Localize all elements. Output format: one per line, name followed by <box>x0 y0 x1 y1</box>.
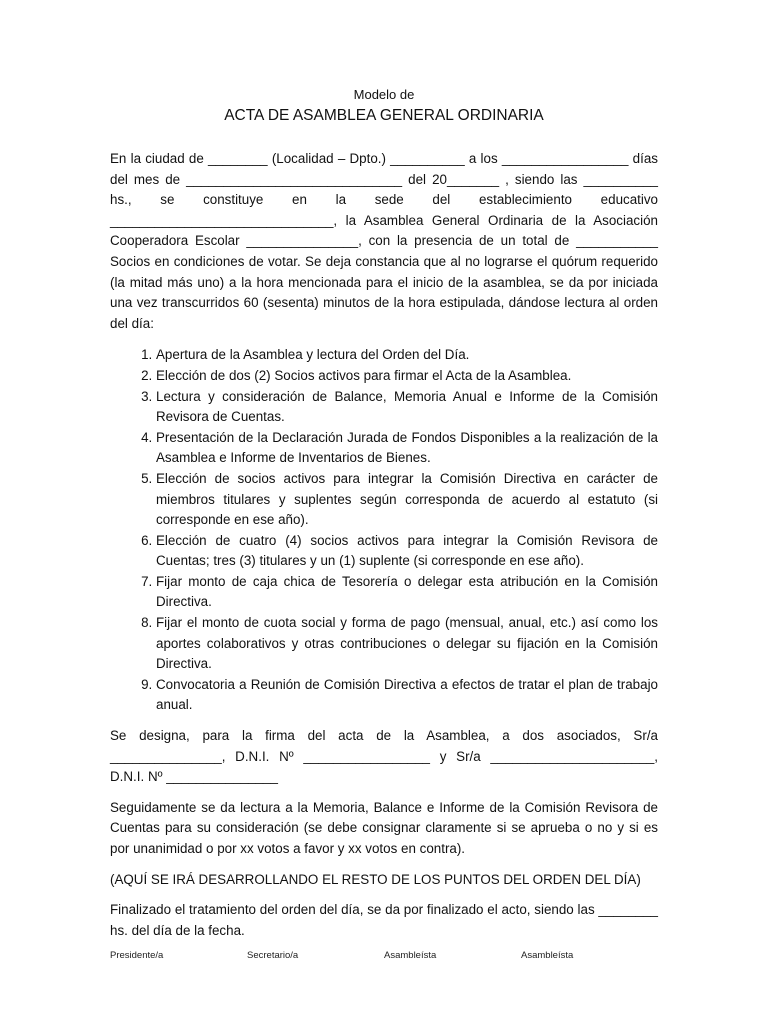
signature-label-assembly-member: Asambleísta <box>521 950 574 961</box>
agenda-item: 2. Elección de dos (2) Socios activos para firmar el Acta de la Asamblea. <box>156 366 658 387</box>
agenda-item: 8. Fijar el monto de cuota social y forma de pago (mensual, anual, etc.) así como los aportes colaborativos y otras contribuciones o delegar su fijación en la Comisión Directiva. <box>156 613 658 675</box>
reading-paragraph: Seguidamente se da lectura a la Memoria, Balance e Informe de la Comisión Revisora de Cuentas para su consideración (se debe consignar claramente si se aprueba o no y si es por unanimidad o por xx votos a favor y xx votos en contra). <box>110 799 658 856</box>
spacer <box>110 788 658 798</box>
agenda-item: 9. Convocatoria a Reunión de Comisión Directiva a efectos de tratar el plan de trabajo anual. <box>156 675 658 716</box>
signature-label-president: Presidente/a <box>110 950 164 961</box>
closing-paragraph: Finalizado el tratamiento del orden del día, se da por finalizado el acto, siendo las ________ hs. del día de la fecha. <box>110 902 658 938</box>
agenda-item: 1. Apertura de la Asamblea y lectura del Orden del Día. <box>156 345 658 366</box>
agenda-item: 7. Fijar monto de caja chica de Tesorería o delegar esta atribución en la Comisión Directiva. <box>156 572 658 613</box>
agenda-item: 6. Elección de cuatro (4) socios activos para integrar la Comisión Revisora de Cuentas; tres (3) titulares y un (1) suplente (si corresponde en ese año). <box>156 531 658 572</box>
signature-row <box>110 950 658 961</box>
designation-paragraph: Se designa, para la firma del acta de la Asamblea, a dos asociados, Sr/a _______________, D.N.I. Nº _________________ y Sr/a ______________________, D.N.I. Nº _______________ <box>110 728 658 785</box>
spacer <box>110 890 658 900</box>
document-subtitle: Modelo de <box>353 87 415 102</box>
agenda-list <box>110 345 658 716</box>
agenda-item: 5. Elección de socios activos para integrar la Comisión Directiva en carácter de miembros titulares y suplentes según corresponda de acuerdo al estatuto (si corresponde en ese año). <box>156 469 658 531</box>
signature-label-assembly-member: Asambleísta <box>384 950 437 961</box>
intro-paragraph: En la ciudad de ________ (Localidad – Dpto.) __________ a los _________________ días del mes de _____________________________ del 20_______ , siendo las __________ hs., se constituye en la sede del establecimiento educativo ______________________________, la Asamblea General Ordinaria de la Asociación Cooperadora Escolar _______________, con la presencia de un total de ___________ Socios en condiciones de votar. Se deja constancia que al no lograrse el quórum requerido (la mitad más uno) a la hora mencionada para el inicio de la asamblea, se da por iniciada una vez transcurridos 60 (sesenta) minutos de la hora estipulada, dándose lectura al orden del día: <box>110 151 658 331</box>
agenda-item: 4. Presentación de la Declaración Jurada de Fondos Disponibles a la realización de la Asamblea e Informe de Inventarios de Bienes. <box>156 428 658 469</box>
agenda-item: 3. Lectura y consideración de Balance, Memoria Anual e Informe de la Comisión Revisora de Cuentas. <box>156 387 658 428</box>
signature-label-secretary: Secretario/a <box>247 950 299 961</box>
remaining-points-note: (AQUÍ SE IRÁ DESARROLLANDO EL RESTO DE LOS PUNTOS DEL ORDEN DEL DÍA) <box>110 871 641 887</box>
document-title: ACTA DE ASAMBLEA GENERAL ORDINARIA <box>224 107 544 124</box>
spacer <box>110 860 658 870</box>
